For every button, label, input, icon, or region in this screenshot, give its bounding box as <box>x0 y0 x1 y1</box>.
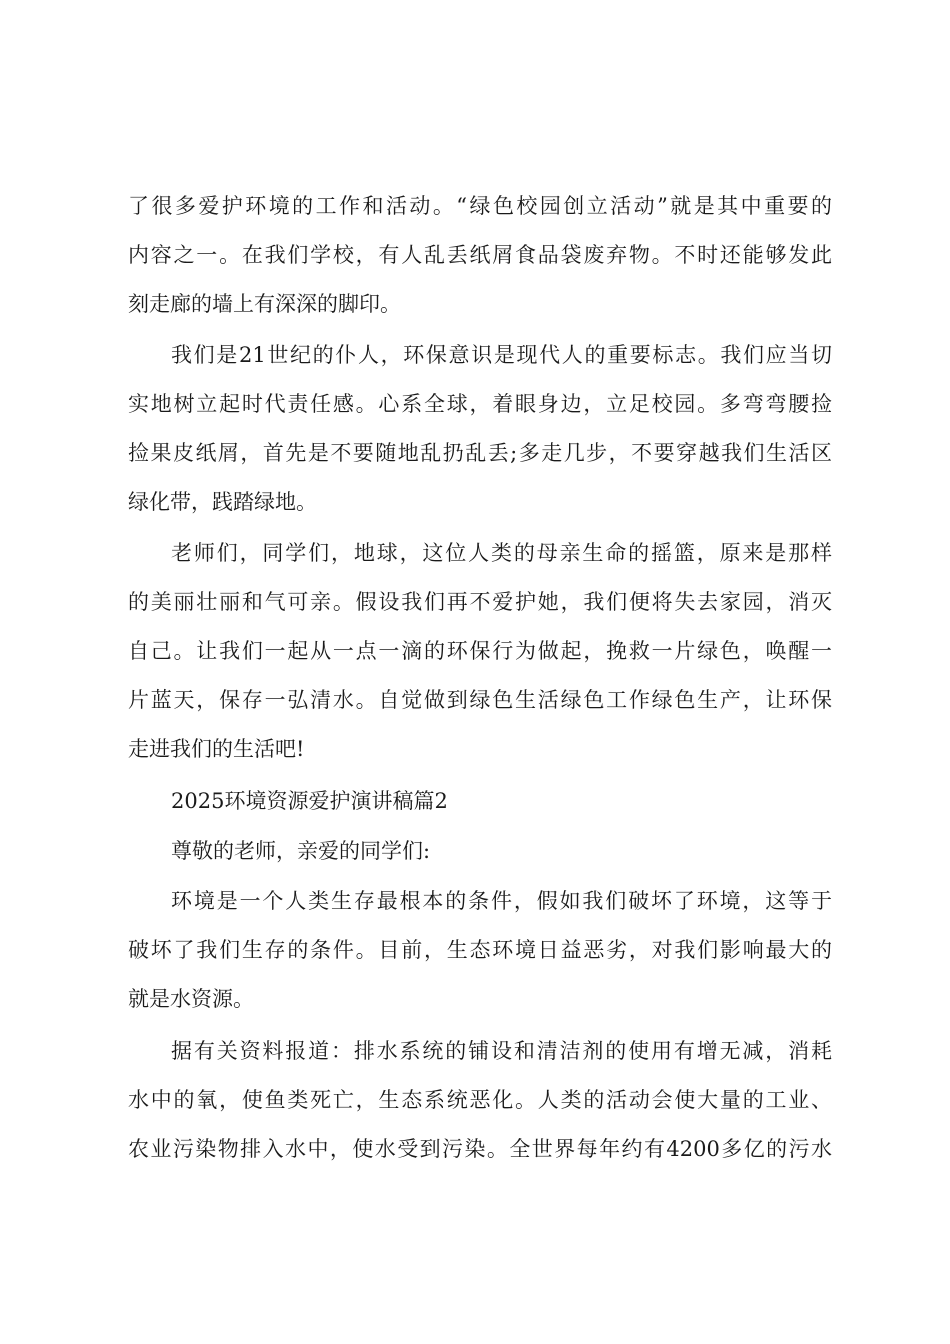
body-text-line: 水中的氧，使鱼类死亡，生态系统恶化。人类的活动会使大量的工业、 <box>128 1088 832 1112</box>
body-text-line: 据有关资料报道：排水系统的铺设和清洁剂的使用有增无减，消耗 <box>171 1039 832 1063</box>
salutation-line: 尊敬的老师，亲爱的同学们: <box>171 839 431 863</box>
body-text-line: 环境是一个人类生存最根本的条件，假如我们破坏了环境，这等于 <box>171 889 832 913</box>
body-text-line: 了很多爱护环境的工作和活动。“绿色校园创立活动”就是其中重要的 <box>128 194 832 218</box>
section-heading: 2025环境资源爱护演讲稿篇2 <box>171 789 448 813</box>
body-text-line: 的美丽壮丽和气可亲。假设我们再不爱护她，我们便将失去家园，消灭 <box>128 590 832 614</box>
body-text-line: 老师们，同学们，地球，这位人类的母亲生命的摇篮，原来是那样 <box>171 541 832 565</box>
body-text-line: 片蓝天，保存一弘清水。自觉做到绿色生活绿色工作绿色生产，让环保 <box>128 688 832 712</box>
body-text-line: 内容之一。在我们学校，有人乱丢纸屑食品袋废弃物。不时还能够发此 <box>128 243 832 267</box>
body-text-line: 就是水资源。 <box>128 987 254 1011</box>
body-text-line: 捡果皮纸屑，首先是不要随地乱扔乱丢;多走几步，不要穿越我们生活区 <box>128 441 832 465</box>
body-text-line: 实地树立起时代责任感。心系全球，着眼身边，立足校园。多弯弯腰捡 <box>128 392 832 416</box>
body-text-line: 绿化带，践踏绿地。 <box>128 490 317 514</box>
body-text-line: 走进我们的生活吧! <box>128 737 305 761</box>
body-text-line: 我们是21世纪的仆人，环保意识是现代人的重要标志。我们应当切 <box>171 343 832 367</box>
body-text-line: 自己。让我们一起从一点一滴的环保行为做起，挽救一片绿色，唤醒一 <box>128 639 832 663</box>
body-text-line: 农业污染物排入水中，使水受到污染。全世界每年约有4200多亿的污水 <box>128 1137 832 1161</box>
body-text-line: 破坏了我们生存的条件。目前，生态环境日益恶劣，对我们影响最大的 <box>128 938 832 962</box>
body-text-line: 刻走廊的墙上有深深的脚印。 <box>128 292 401 316</box>
